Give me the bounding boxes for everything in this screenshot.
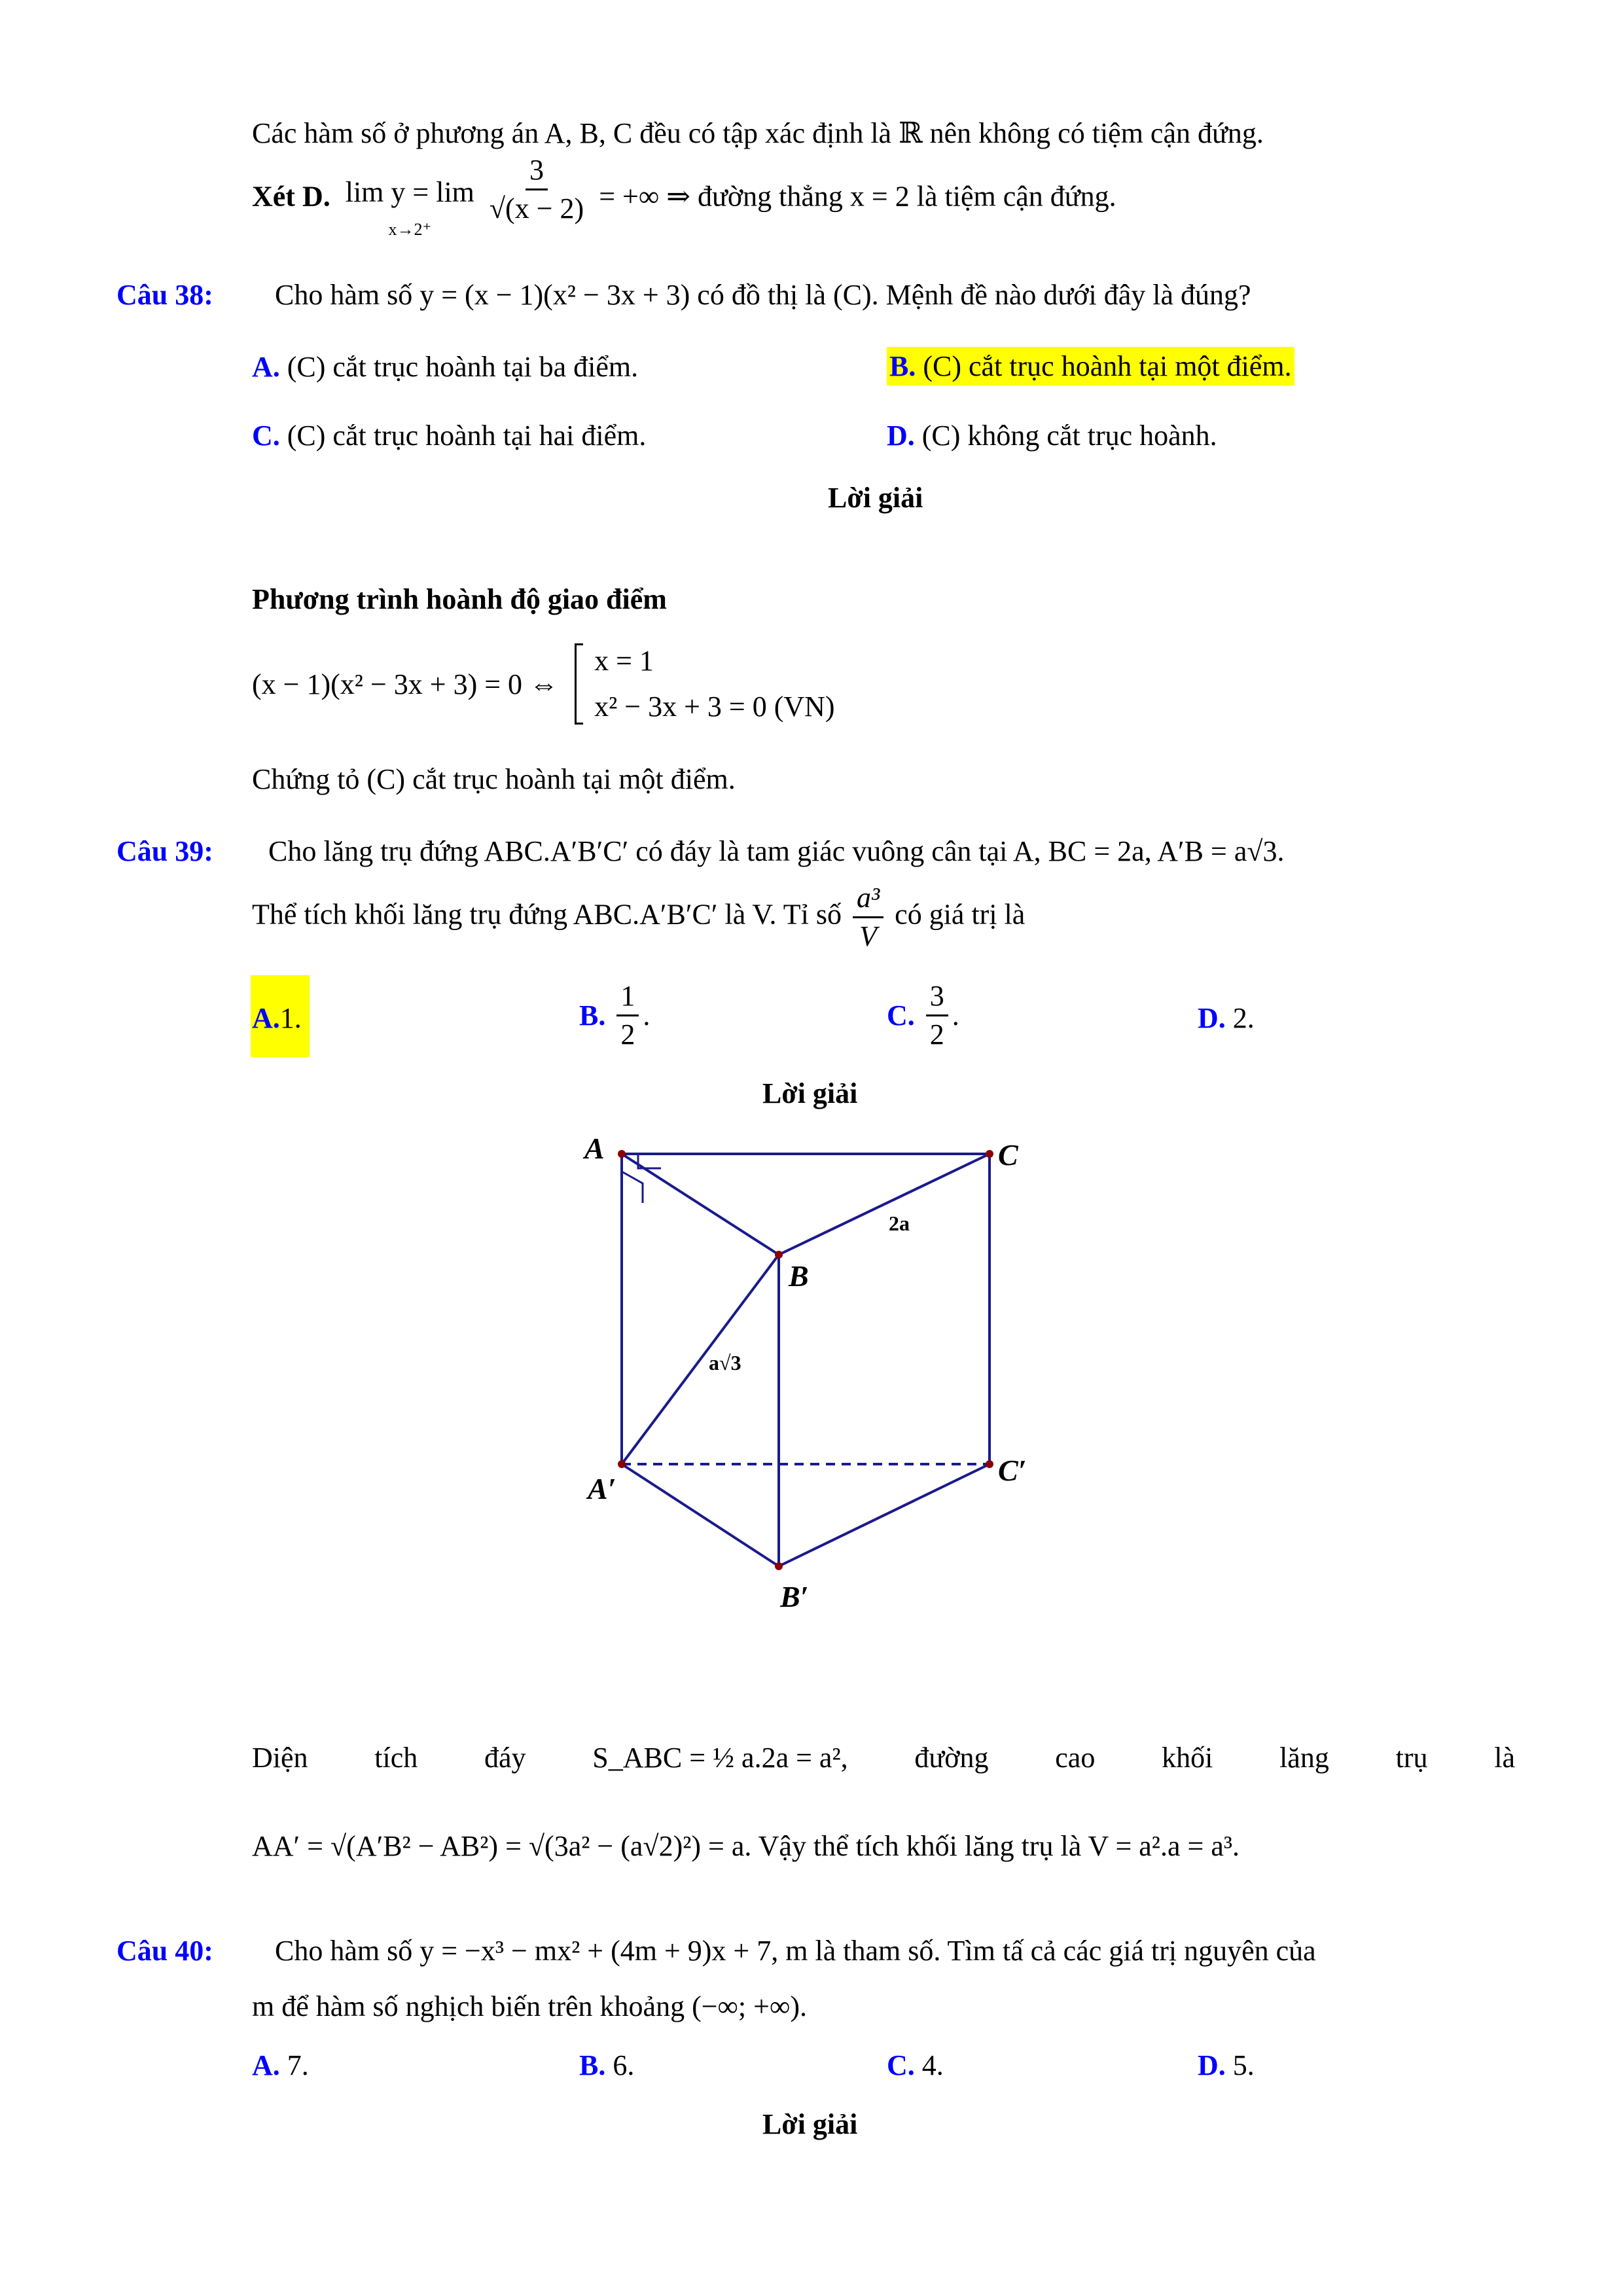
xet-label: Xét D. [252, 180, 330, 213]
label-edge-bc: 2a [889, 1211, 910, 1235]
q39-stem1: Cho lăng trụ đứng ABC.A′B′C′ có đáy là tam giác vuông cân tại A, BC = 2a, A′B = a√3. [268, 835, 1285, 867]
q38-label: Câu 38: [116, 279, 213, 311]
q38-sol-heading: Phương trình hoành độ giao điểm [252, 583, 667, 615]
word: trụ [1395, 1742, 1428, 1774]
q38-option-b: B. (C) cắt trục hoành tại một điểm. [887, 347, 1294, 386]
label-c1: C′ [998, 1454, 1027, 1487]
right-angle-mark-1 [622, 1172, 643, 1203]
lim-sub: x→2⁺ [388, 220, 432, 239]
point-a1 [618, 1460, 626, 1468]
area-formula: S_ABC = ½ a.2a = a², [592, 1742, 848, 1774]
q39-option-a: A.1. [252, 1002, 302, 1034]
label-edge-a1b: a√3 [709, 1351, 741, 1374]
q39-option-c: C. $\frac{3}{2}$ . [887, 980, 959, 1050]
q39-label: Câu 39: [116, 835, 213, 867]
q40-stem1: Cho hàm số y = −x³ − mx² + (4m + 9)x + 7, m là tham số. Tìm tấ cả các giá trị nguyên của [275, 1935, 1316, 1967]
sol-eq-left: (x − 1)(x² − 3x + 3) = 0 ⇔ [252, 668, 559, 700]
q40-option-b: B. 6. [579, 2049, 635, 2081]
lim-expr: lim y = lim [345, 176, 474, 208]
word: tích [374, 1742, 418, 1774]
q39-option-d: D. 2. [1198, 1002, 1255, 1034]
word: đáy [484, 1742, 526, 1774]
point-b [775, 1251, 783, 1259]
q38-option-a: A. (C) cắt trục hoành tại ba điểm. [252, 351, 639, 383]
q40-stem2: m để hàm số nghịch biến trên khoảng (−∞; +∞). [252, 1990, 807, 2022]
word: khối [1162, 1742, 1213, 1774]
q39-c-fraction: $\frac{3}{2}$ [926, 982, 948, 1049]
lim-result: = +∞ ⇒ đường thẳng x = 2 là tiệm cận đứng. [599, 180, 1116, 213]
word: lăng [1279, 1742, 1329, 1774]
q39-solution-title: Lời giải [762, 1077, 858, 1109]
q40-option-c: C. 4. [887, 2049, 944, 2081]
word: Diện [252, 1742, 308, 1774]
point-c [986, 1150, 993, 1158]
edge-a1b [622, 1255, 779, 1464]
lim-frac-num: 3 [526, 156, 548, 190]
lim-frac-den: √(x − 2) [489, 192, 584, 224]
point-b1 [775, 1562, 783, 1570]
q38-solution-title: Lời giải [828, 482, 923, 514]
q38-stem: Cho hàm số y = (x − 1)(x² − 3x + 3) có đồ thị là (C). Mệnh đề nào dưới đây là đúng? [275, 279, 1251, 311]
q38-sol-conclusion: Chứng tỏ (C) cắt trục hoành tại một điểm. [252, 763, 736, 795]
q38-option-c: C. (C) cắt trục hoành tại hai điểm. [252, 420, 647, 452]
word: đường [914, 1742, 989, 1774]
q39-stem2: Thể tích khối lăng trụ đứng ABC.A′B′C′ là V. Tỉ số $\frac{\text{a³}}{V}$ có giá trị là [252, 882, 1026, 952]
edge-bc [779, 1154, 990, 1255]
intro-text: Các hàm số ở phương án A, B, C đều có tập xác định là ℝ nên không có tiệm cận đứng. [252, 117, 1264, 149]
point-c1 [986, 1460, 993, 1468]
q39-sol-line1 [252, 1741, 1515, 1774]
q40-option-a: A. 7. [252, 2049, 309, 2081]
word: là [1494, 1742, 1515, 1774]
q40-solution-title: Lời giải [762, 2108, 858, 2140]
q38-option-d: D. (C) không cắt trục hoành. [887, 420, 1217, 452]
label-c: C [998, 1138, 1018, 1172]
q39-sol-line2: AA′ = √(A′B² − AB²) = √(3a² − (a√2)²) = a. Vậy thể tích khối lăng trụ là V = a².a = a³. [252, 1830, 1240, 1862]
q40-option-d: D. 5. [1198, 2049, 1255, 2081]
label-b: B [789, 1259, 809, 1293]
case-1: x = 1 [594, 645, 654, 677]
ratio-fraction: $\frac{\text{a³}}{V}$ [853, 884, 883, 951]
label-b1: B′ [780, 1580, 809, 1613]
word: cao [1055, 1742, 1096, 1774]
edge-b1c1 [779, 1464, 990, 1566]
q39-b-fraction: $\frac{1}{2}$ [616, 982, 639, 1049]
point-a [618, 1150, 626, 1158]
edge-a1b1 [622, 1464, 779, 1566]
label-a: A [584, 1132, 605, 1165]
q40-label: Câu 40: [116, 1935, 213, 1967]
q39-option-b: B. $\frac{1}{2}$ . [579, 980, 651, 1050]
label-a1: A′ [588, 1472, 616, 1505]
case-2: x² − 3x + 3 = 0 (VN) [594, 691, 835, 723]
